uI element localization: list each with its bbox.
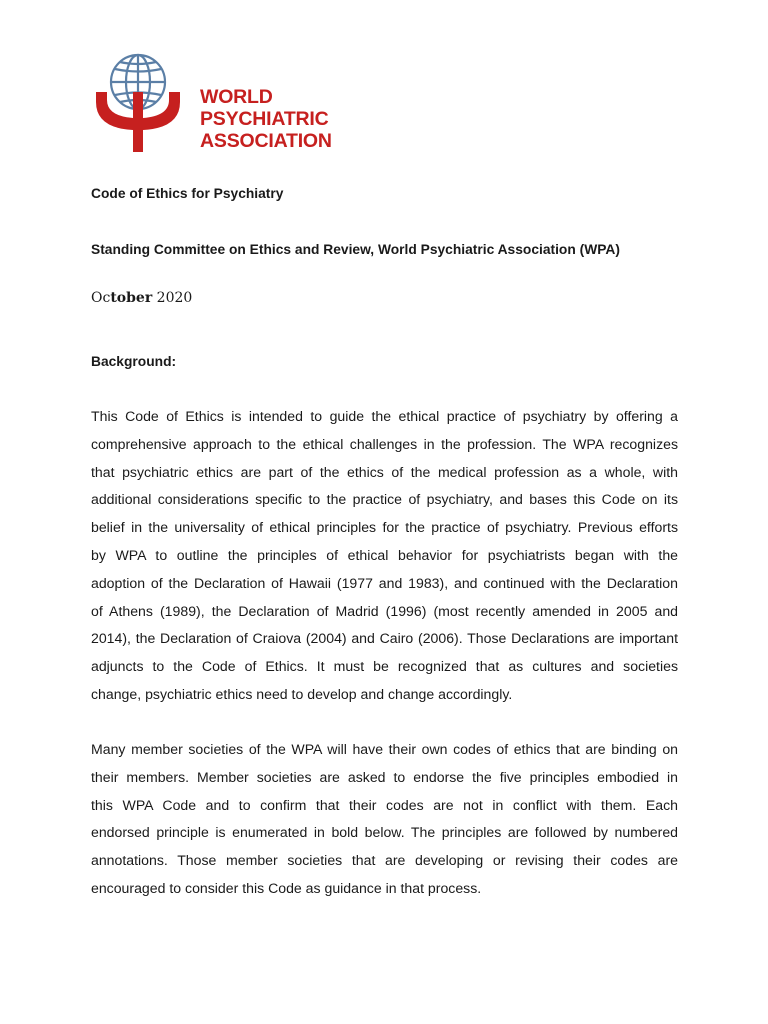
date-month-rest: tober (110, 290, 153, 306)
logo-line-1: WORLD (200, 86, 273, 108)
paragraph-line: 2014), the Declaration of Craiova (2004) and Cairo (2006). Those Declarations are important (91, 630, 678, 647)
document-title: Code of Ethics for Psychiatry (91, 186, 284, 201)
paragraph-line: this WPA Code and to confirm that their codes are not in conflict with them. Each (91, 796, 678, 813)
paragraph-line: adoption of the Declaration of Hawaii (1977 and 1983), and continued with the Declaration (91, 574, 678, 591)
background-paragraph-1 (91, 403, 678, 709)
paragraph-line: This Code of Ethics is intended to guide the ethical practice of psychiatry by offering a (91, 408, 678, 424)
logo-wordmark (200, 86, 332, 152)
paragraph-line: belief in the universality of ethical principles for the practice of psychiatry. Previous efforts (91, 519, 678, 536)
date-month-prefix: Oc (91, 290, 111, 306)
paragraph-line: annotations. Those member societies that are developing or revising their codes are (91, 852, 678, 869)
paragraph-line: that psychiatric ethics are part of the ethics of the medical profession as a whole, with (91, 463, 678, 480)
paragraph-line: change, psychiatric ethics need to develop and change accordingly. (91, 685, 513, 702)
paragraph-line: encouraged to consider this Code as guidance in that process. (91, 879, 482, 896)
paragraph-line: their members. Member societies are asked to endorse the five principles embodied in (91, 768, 678, 785)
paragraph-line: comprehensive approach to the ethical challenges in the profession. The WPA recognizes (91, 435, 678, 452)
logo-line-2: PSYCHIATRIC (200, 108, 329, 130)
background-paragraph-2 (91, 736, 678, 903)
paragraph-line: Many member societies of the WPA will have their own codes of ethics that are binding on (91, 741, 678, 757)
wpa-logo (90, 48, 332, 160)
date-year: 2020 (152, 290, 193, 306)
paragraph-line: by WPA to outline the principles of ethical behavior for psychiatrists began with the (91, 546, 678, 563)
document-date (91, 290, 192, 306)
logo-line-3: ASSOCIATION (200, 130, 332, 152)
paragraph-line: of Athens (1989), the Declaration of Madrid (1996) (most recently amended in 2005 and (91, 602, 678, 619)
paragraph-line: additional considerations specific to the practice of psychiatry, and bases this Code on its (91, 491, 678, 508)
paragraph-line: endorsed principle is enumerated in bold below. The principles are followed by numbered (91, 824, 678, 841)
psi-symbol (96, 92, 180, 152)
background-heading: Background: (91, 354, 177, 369)
committee-heading: Standing Committee on Ethics and Review, World Psychiatric Association (WPA) (91, 242, 620, 257)
paragraph-line: adjuncts to the Code of Ethics. It must be recognized that as cultures and societies (91, 658, 678, 675)
globe-psi-icon (90, 48, 210, 160)
